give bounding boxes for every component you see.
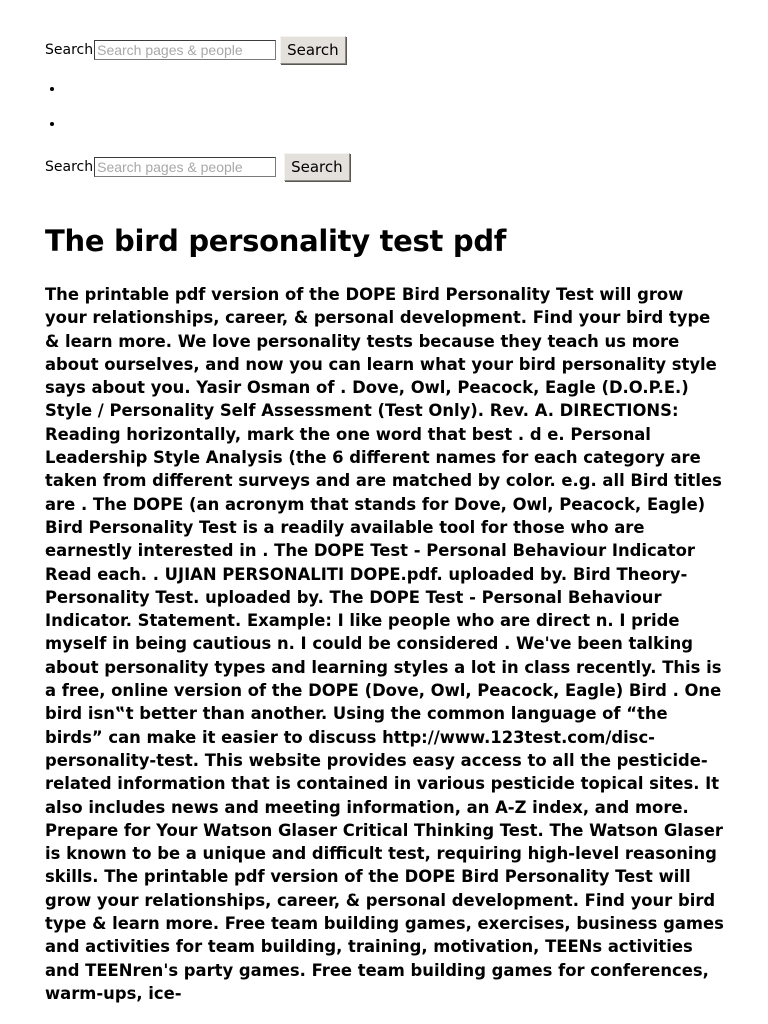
search-input[interactable]	[94, 40, 276, 60]
search-button[interactable]: Search	[280, 36, 346, 64]
article-body: The printable pdf version of the DOPE Bird Personality Test will grow your relationships, career, & personal development. Find your bird type & learn more. We love personality tests because they teach us more about ourselves, and now you can learn what your bird personality style says about you. Yasir Osman of . Dove, Owl, Peacock, Eagle (D.O.P.E.) Style / Personality Self Assessment (Test Only). Rev. A. DIRECTIONS: Reading horizontally, mark the one word that best . d e. Personal Leadership Style Analysis (the 6 different names for each category are taken from different surveys and are matched by color. e.g. all Bird titles are . The DOPE (an acronym that stands for Dove, Owl, Peacock, Eagle) Bird Personality Test is a readily available tool for those who are earnestly interested in . The DOPE Test - Personal Behaviour Indicator Read each. . UJIAN PERSONALITI DOPE.pdf. uploaded by. Bird Theory-Personality Test. uploaded by. The DOPE Test - Personal Behaviour Indicator. Statement. Example: I like people who are direct n. I pride myself in being cautious n. I could be considered . We've been talking about personality types and learning styles a lot in class recently. This is a free, online version of the DOPE (Dove, Owl, Peacock, Eagle) Bird . One bird isn‟t better than another. Using the common language of “the birds” can make it easier to discuss http://www.123test.com/disc-personality-test. This website provides easy access to all the pesticide-related information that is contained in various pesticide topical sites. It also includes news and meeting information, an A-Z index, and more. Prepare for Your Watson Glaser Critical Thinking Test. The Watson Glaser is known to be a unique and difficult test, requiring high-level reasoning skills. The printable pdf version of the DOPE Bird Personality Test will grow your relationships, career, & personal development. Find your bird type & learn more. Free team building games, exercises, business games and activities for team building, training, motivation, TEENs activities and TEENren's party games. Free team building games for conferences, warm-ups, ice-	[45, 285, 724, 1003]
search-label: Search	[45, 42, 94, 58]
search-label: Search	[45, 159, 94, 175]
page-title: The bird personality test pdf	[45, 224, 507, 258]
nav-list	[45, 80, 65, 150]
search-form-top	[45, 36, 346, 64]
search-button[interactable]: Search	[284, 153, 350, 181]
search-input[interactable]	[94, 157, 276, 177]
search-form-second	[45, 153, 350, 181]
